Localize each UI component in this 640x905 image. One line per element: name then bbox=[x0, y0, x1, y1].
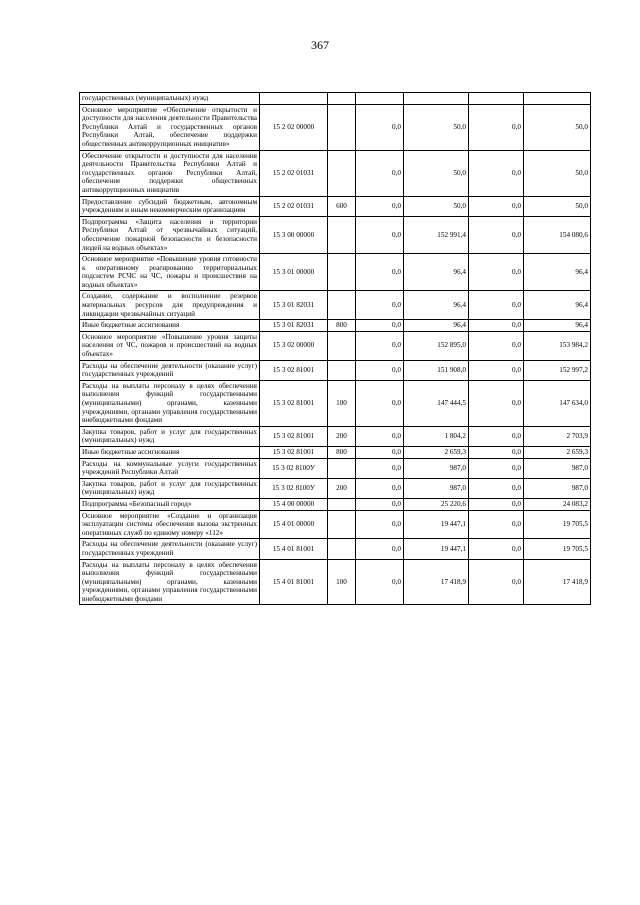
amount-cell-3: 0,0 bbox=[469, 104, 524, 150]
table-row bbox=[80, 196, 591, 216]
amount-cell-4: 152 997,2 bbox=[524, 360, 591, 380]
table-row bbox=[80, 559, 591, 605]
row-name-cell: Закупка товаров, работ и услуг для государственных (муниципальных) нужд bbox=[80, 426, 260, 446]
amount-cell-2: 96,4 bbox=[404, 291, 469, 320]
target-code-cell: 15 3 02 00000 bbox=[260, 331, 328, 360]
row-name-cell: Расходы на обеспечение деятельности (оказание услуг) государственных учреждений bbox=[80, 539, 260, 559]
amount-cell-4: 19 705,5 bbox=[524, 539, 591, 559]
amount-cell-2: 151 908,0 bbox=[404, 360, 469, 380]
table-row bbox=[80, 320, 591, 332]
amount-cell-3: 0,0 bbox=[469, 196, 524, 216]
expense-type-cell bbox=[328, 458, 356, 478]
row-name-cell: Предоставление субсидий бюджетным, автономным учреждениям и иным некоммерческим организациям bbox=[80, 196, 260, 216]
amount-cell-4: 987,0 bbox=[524, 478, 591, 498]
amount-cell-2: 147 444,5 bbox=[404, 380, 469, 426]
row-name-cell: Основное мероприятие «Создание и организация эксплуатации системы обеспечения вызова экстренных оперативных служб по единому номеру «112» bbox=[80, 510, 260, 539]
amount-cell-2: 987,0 bbox=[404, 478, 469, 498]
expense-type-cell bbox=[328, 216, 356, 253]
amount-cell-2: 96,4 bbox=[404, 254, 469, 291]
table-row bbox=[80, 458, 591, 478]
amount-cell-4: 50,0 bbox=[524, 150, 591, 196]
amount-cell-3: 0,0 bbox=[469, 254, 524, 291]
amount-cell-2: 50,0 bbox=[404, 150, 469, 196]
amount-cell-4: 154 080,6 bbox=[524, 216, 591, 253]
amount-cell-3: 0,0 bbox=[469, 331, 524, 360]
amount-cell-4: 96,4 bbox=[524, 291, 591, 320]
table-row bbox=[80, 426, 591, 446]
expense-type-cell bbox=[328, 510, 356, 539]
amount-cell-3: 0,0 bbox=[469, 291, 524, 320]
expense-type-cell bbox=[328, 150, 356, 196]
table-row bbox=[80, 478, 591, 498]
expense-type-cell bbox=[328, 104, 356, 150]
amount-cell-1: 0,0 bbox=[356, 446, 404, 458]
expense-type-cell: 200 bbox=[328, 478, 356, 498]
target-code-cell: 15 4 01 81001 bbox=[260, 539, 328, 559]
amount-cell-3: 0,0 bbox=[469, 498, 524, 510]
target-code-cell: 15 2 02 01031 bbox=[260, 150, 328, 196]
table-row bbox=[80, 216, 591, 253]
amount-cell-4: 50,0 bbox=[524, 196, 591, 216]
expense-type-cell: 200 bbox=[328, 426, 356, 446]
target-code-cell: 15 3 01 82031 bbox=[260, 320, 328, 332]
amount-cell-2: 50,0 bbox=[404, 196, 469, 216]
amount-cell-3: 0,0 bbox=[469, 559, 524, 605]
amount-cell-3: 0,0 bbox=[469, 150, 524, 196]
amount-cell-4 bbox=[524, 93, 591, 105]
amount-cell-1: 0,0 bbox=[356, 291, 404, 320]
amount-cell-3: 0,0 bbox=[469, 360, 524, 380]
table-row bbox=[80, 291, 591, 320]
amount-cell-3: 0,0 bbox=[469, 446, 524, 458]
amount-cell-2: 17 418,9 bbox=[404, 559, 469, 605]
amount-cell-1: 0,0 bbox=[356, 360, 404, 380]
target-code-cell: 15 3 01 82031 bbox=[260, 291, 328, 320]
amount-cell-3: 0,0 bbox=[469, 426, 524, 446]
amount-cell-4: 2 659,3 bbox=[524, 446, 591, 458]
expense-type-cell bbox=[328, 331, 356, 360]
amount-cell-4: 19 705,5 bbox=[524, 510, 591, 539]
target-code-cell: 15 2 02 01031 bbox=[260, 196, 328, 216]
row-name-cell: Иные бюджетные ассигнования bbox=[80, 446, 260, 458]
target-code-cell: 15 3 02 81001 bbox=[260, 426, 328, 446]
amount-cell-2: 152 991,4 bbox=[404, 216, 469, 253]
target-code-cell: 15 3 00 00000 bbox=[260, 216, 328, 253]
budget-table bbox=[79, 92, 591, 605]
target-code-cell: 15 2 02 00000 bbox=[260, 104, 328, 150]
amount-cell-4: 24 083,2 bbox=[524, 498, 591, 510]
table-row bbox=[80, 360, 591, 380]
amount-cell-3: 0,0 bbox=[469, 510, 524, 539]
target-code-cell: 15 3 01 00000 bbox=[260, 254, 328, 291]
amount-cell-1: 0,0 bbox=[356, 559, 404, 605]
amount-cell-4: 50,0 bbox=[524, 104, 591, 150]
table-row bbox=[80, 498, 591, 510]
table-row bbox=[80, 93, 591, 105]
amount-cell-1: 0,0 bbox=[356, 104, 404, 150]
table-row bbox=[80, 380, 591, 426]
amount-cell-3: 0,0 bbox=[469, 320, 524, 332]
row-name-cell: Обеспечение открытости и доступности для населения деятельности Правительства Республики Алтай и государственных органов Республики Алтай, обеспечение поддержки общественных антикоррупционных инициатив bbox=[80, 150, 260, 196]
amount-cell-2: 2 659,3 bbox=[404, 446, 469, 458]
table-row bbox=[80, 510, 591, 539]
amount-cell-3: 0,0 bbox=[469, 380, 524, 426]
amount-cell-1: 0,0 bbox=[356, 331, 404, 360]
amount-cell-4: 987,0 bbox=[524, 458, 591, 478]
amount-cell-2: 152 895,0 bbox=[404, 331, 469, 360]
row-name-cell: Создание, содержание и восполнение резервов материальных ресурсов для предупреждения и ликвидации чрезвычайных ситуаций bbox=[80, 291, 260, 320]
amount-cell-4: 2 703,9 bbox=[524, 426, 591, 446]
page-number: 367 bbox=[311, 38, 329, 52]
amount-cell-3: 0,0 bbox=[469, 539, 524, 559]
amount-cell-2: 50,0 bbox=[404, 104, 469, 150]
amount-cell-2: 25 220,6 bbox=[404, 498, 469, 510]
amount-cell-1: 0,0 bbox=[356, 380, 404, 426]
row-name-cell: Основное мероприятие «Повышение уровня защиты населения от ЧС, пожаров и происшествий на водных объектах» bbox=[80, 331, 260, 360]
expense-type-cell bbox=[328, 360, 356, 380]
target-code-cell: 15 3 02 81001 bbox=[260, 446, 328, 458]
target-code-cell: 15 4 00 00000 bbox=[260, 498, 328, 510]
amount-cell-1: 0,0 bbox=[356, 426, 404, 446]
amount-cell-4: 17 418,9 bbox=[524, 559, 591, 605]
row-name-cell: Подпрограмма «Защита населения и территории Республики Алтай от чрезвычайных ситуаций, обеспечение пожарной безопасности и безопасности людей на водных объектах» bbox=[80, 216, 260, 253]
expense-type-cell: 100 bbox=[328, 380, 356, 426]
expense-type-cell bbox=[328, 539, 356, 559]
table-row bbox=[80, 150, 591, 196]
amount-cell-2: 987,0 bbox=[404, 458, 469, 478]
budget-table-body bbox=[80, 93, 591, 605]
amount-cell-1: 0,0 bbox=[356, 196, 404, 216]
target-code-cell: 15 3 02 81001 bbox=[260, 380, 328, 426]
expense-type-cell bbox=[328, 498, 356, 510]
amount-cell-3: 0,0 bbox=[469, 216, 524, 253]
amount-cell-1 bbox=[356, 93, 404, 105]
table-row bbox=[80, 331, 591, 360]
target-code-cell: 15 3 02 8100У bbox=[260, 458, 328, 478]
table-row bbox=[80, 446, 591, 458]
amount-cell-4: 147 634,0 bbox=[524, 380, 591, 426]
row-name-cell: Расходы на выплаты персоналу в целях обеспечения выполнения функций государственными (муниципальными) органами, казенными учреждениями, органами управления государственными внебюджетными фондами bbox=[80, 380, 260, 426]
row-name-cell: Закупка товаров, работ и услуг для государственных (муниципальных) нужд bbox=[80, 478, 260, 498]
row-name-cell: Расходы на коммунальные услуги государственных учреждений Республики Алтай bbox=[80, 458, 260, 478]
row-name-cell: Основное мероприятие «Обеспечение открытости и доступности для населения деятельности Правительства Республики Алтай и государственных органов Республики Алтай, обеспечение поддержки общественных антикоррупционных инициатив» bbox=[80, 104, 260, 150]
amount-cell-1: 0,0 bbox=[356, 458, 404, 478]
amount-cell-1: 0,0 bbox=[356, 150, 404, 196]
amount-cell-2: 1 804,2 bbox=[404, 426, 469, 446]
amount-cell-1: 0,0 bbox=[356, 510, 404, 539]
row-name-cell: Основное мероприятие «Повышение уровня готовности к оперативному реагированию территориальных подсистем РСЧС на ЧС, пожары и происшествия на водных объектах» bbox=[80, 254, 260, 291]
table-row bbox=[80, 539, 591, 559]
table-row bbox=[80, 254, 591, 291]
row-name-cell: Иные бюджетные ассигнования bbox=[80, 320, 260, 332]
expense-type-cell bbox=[328, 93, 356, 105]
amount-cell-2: 19 447,1 bbox=[404, 539, 469, 559]
target-code-cell: 15 3 02 81001 bbox=[260, 360, 328, 380]
expense-type-cell: 100 bbox=[328, 559, 356, 605]
amount-cell-2: 96,4 bbox=[404, 320, 469, 332]
amount-cell-1: 0,0 bbox=[356, 498, 404, 510]
target-code-cell: 15 4 01 00000 bbox=[260, 510, 328, 539]
row-name-cell: Подпрограмма «Безопасный город» bbox=[80, 498, 260, 510]
target-code-cell bbox=[260, 93, 328, 105]
amount-cell-3 bbox=[469, 93, 524, 105]
expense-type-cell: 800 bbox=[328, 320, 356, 332]
target-code-cell: 15 4 01 81001 bbox=[260, 559, 328, 605]
amount-cell-4: 153 984,2 bbox=[524, 331, 591, 360]
amount-cell-3: 0,0 bbox=[469, 478, 524, 498]
amount-cell-1: 0,0 bbox=[356, 254, 404, 291]
target-code-cell: 15 3 02 8100У bbox=[260, 478, 328, 498]
expense-type-cell: 600 bbox=[328, 196, 356, 216]
amount-cell-4: 96,4 bbox=[524, 320, 591, 332]
amount-cell-1: 0,0 bbox=[356, 216, 404, 253]
amount-cell-2: 19 447,1 bbox=[404, 510, 469, 539]
table-row bbox=[80, 104, 591, 150]
amount-cell-1: 0,0 bbox=[356, 320, 404, 332]
row-name-cell: Расходы на выплаты персоналу в целях обеспечения выполнения функций государственными (муниципальными) органами, казенными учреждениями, органами управления государственными внебюджетными фондами bbox=[80, 559, 260, 605]
amount-cell-3: 0,0 bbox=[469, 458, 524, 478]
row-name-cell: государственных (муниципальных) нужд bbox=[80, 93, 260, 105]
amount-cell-1: 0,0 bbox=[356, 539, 404, 559]
expense-type-cell: 800 bbox=[328, 446, 356, 458]
row-name-cell: Расходы на обеспечение деятельности (оказание услуг) государственных учреждений bbox=[80, 360, 260, 380]
amount-cell-2 bbox=[404, 93, 469, 105]
amount-cell-4: 96,4 bbox=[524, 254, 591, 291]
amount-cell-1: 0,0 bbox=[356, 478, 404, 498]
expense-type-cell bbox=[328, 291, 356, 320]
expense-type-cell bbox=[328, 254, 356, 291]
